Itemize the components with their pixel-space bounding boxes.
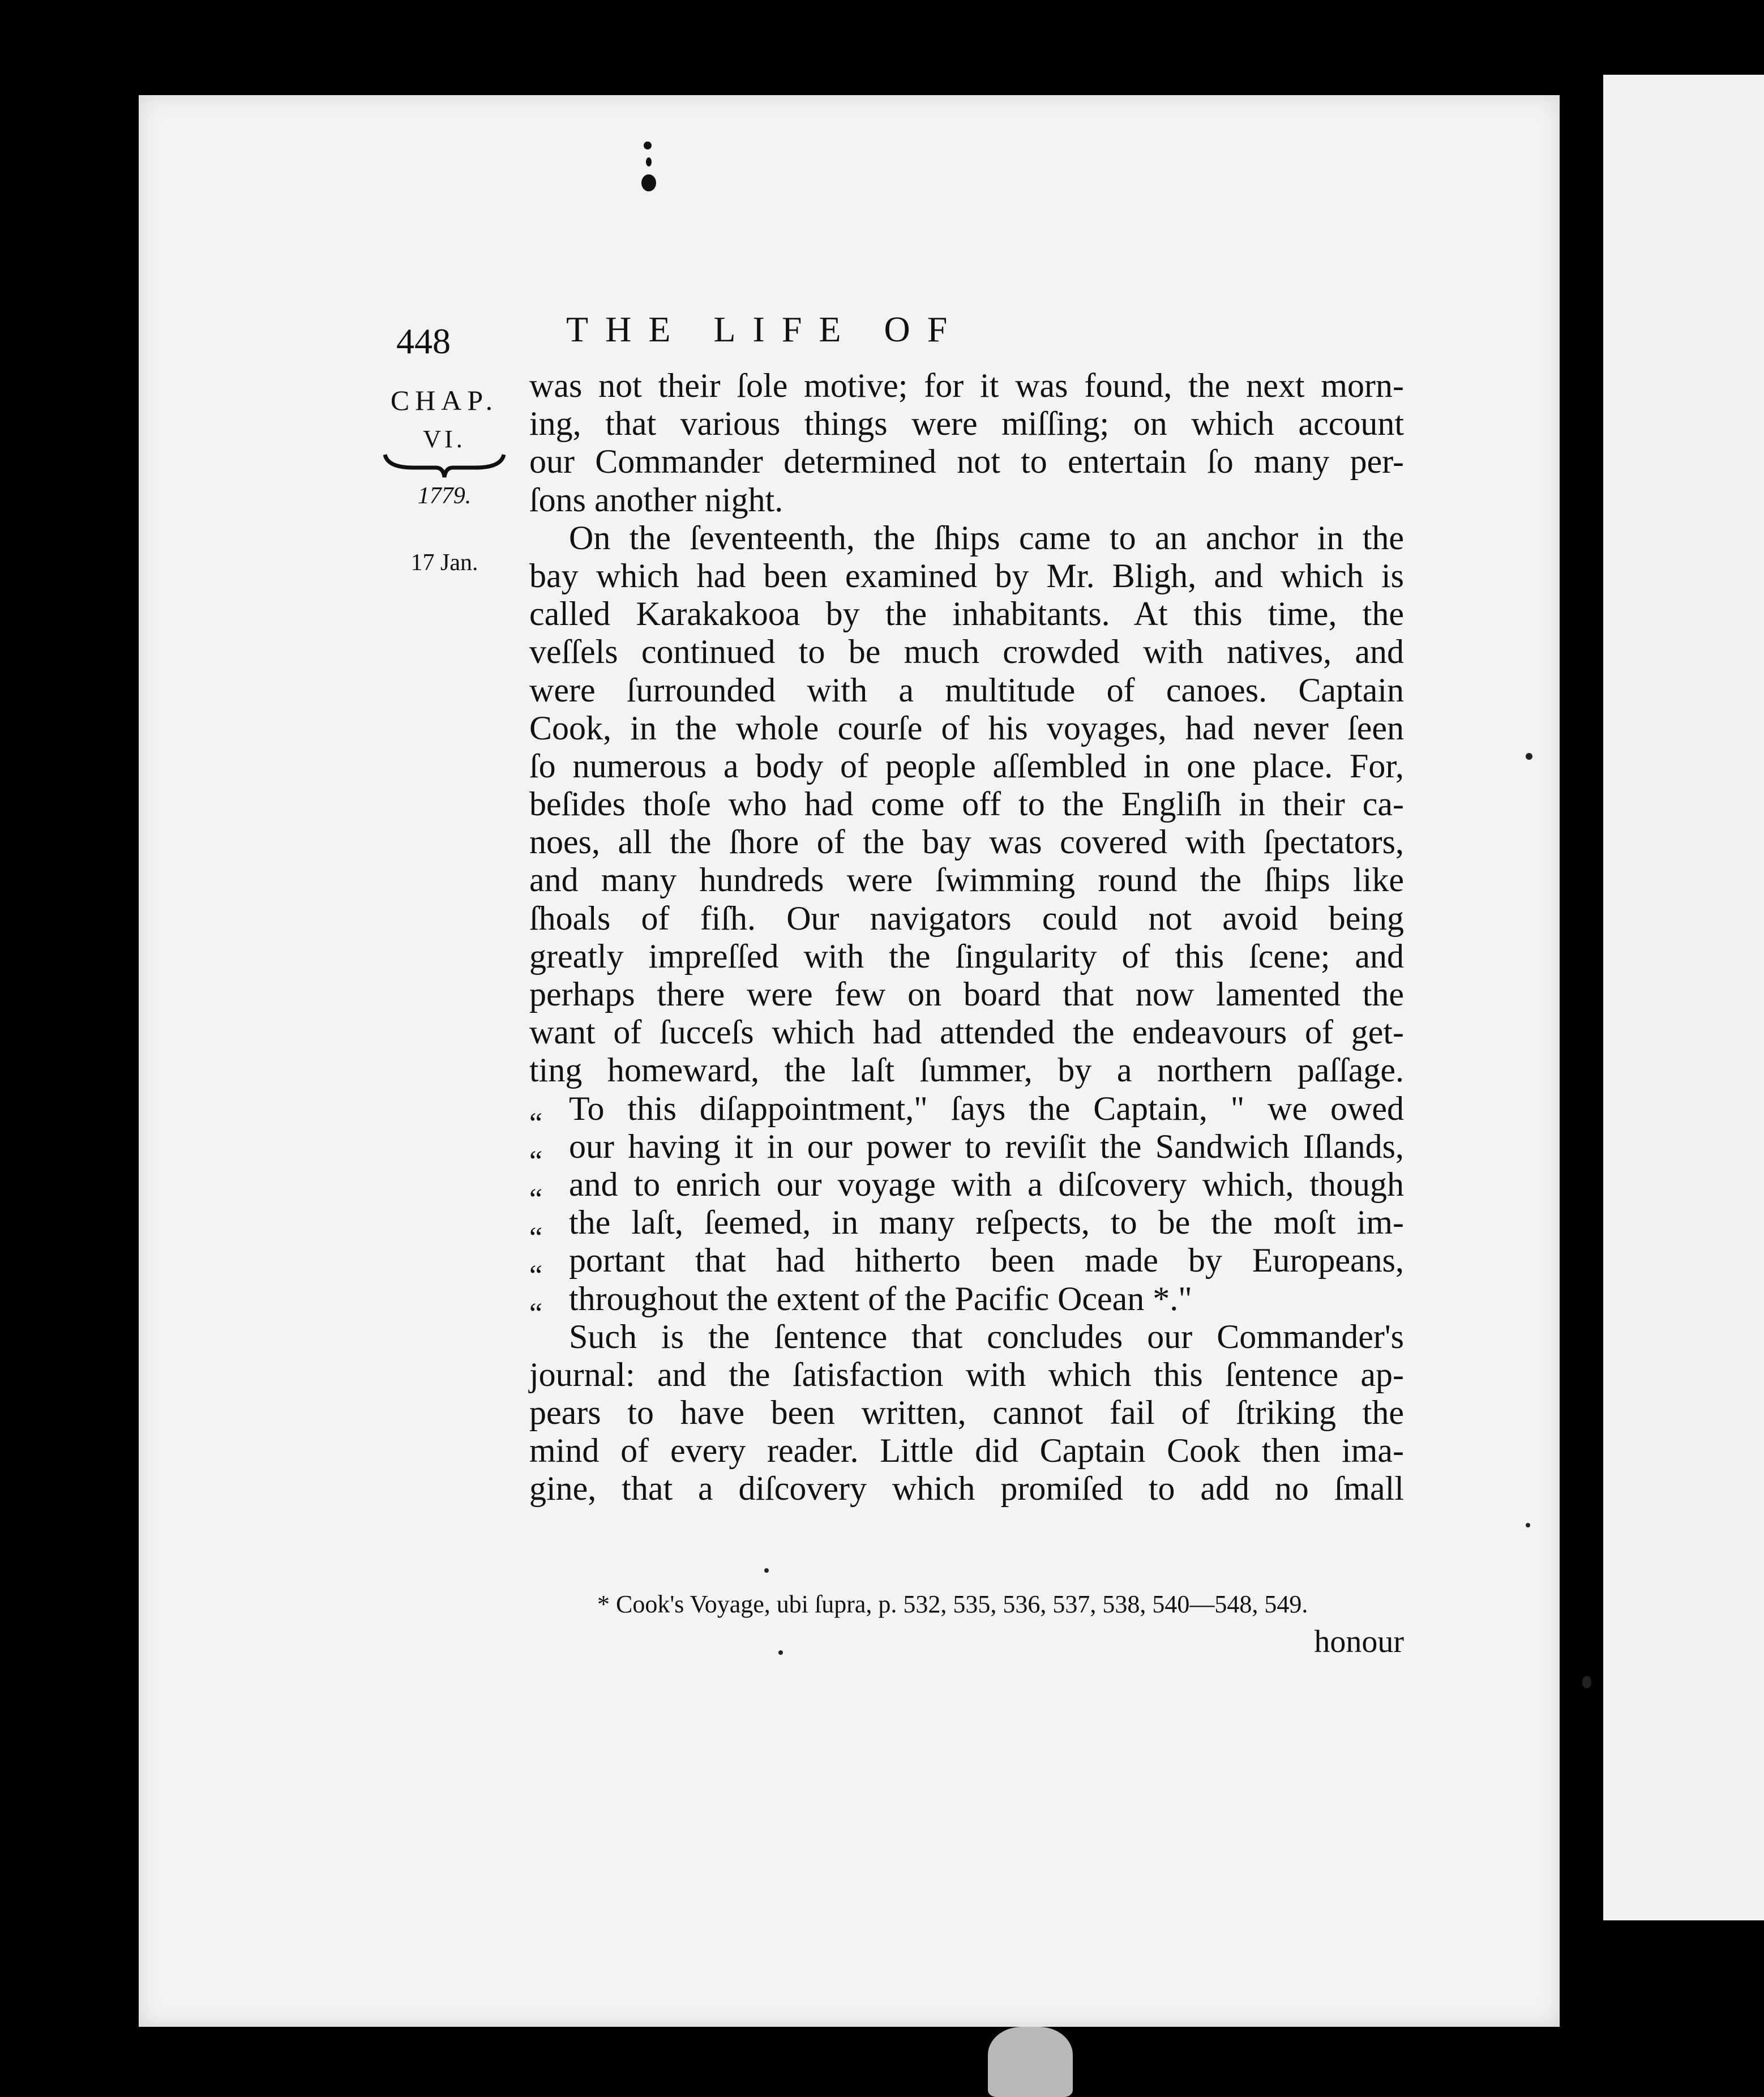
chapter-number: VI. bbox=[423, 425, 466, 453]
speck bbox=[1526, 1523, 1530, 1527]
quoted-line: the laſt, ſeemed, in many reſpects, to be the moſt im- bbox=[569, 1204, 1404, 1242]
scan-smudge bbox=[988, 2027, 1073, 2097]
quote-mark: “ bbox=[529, 1298, 543, 1330]
text-line: ting homeward, the laſt ſummer, by a northern paſſage. bbox=[529, 1051, 1404, 1089]
text-line: noes, all the ſhore of the bay was covered with ſpectators, bbox=[529, 823, 1404, 861]
running-head: THE LIFE OF bbox=[566, 309, 965, 349]
text-line: perhaps there were few on board that now lamented the bbox=[529, 975, 1404, 1013]
quote-mark: “ bbox=[529, 1145, 543, 1178]
text-line: Cook, in the whole courſe of his voyages, had never ſeen bbox=[529, 709, 1404, 747]
text-line: ing, that various things were miſſing; on which account bbox=[529, 405, 1404, 443]
text-line: ſo numerous a body of people aſſembled in one place. For, bbox=[529, 747, 1404, 785]
text-line: beſides thoſe who had come off to the Engliſh in their ca- bbox=[529, 785, 1404, 823]
quoted-line: portant that had hitherto been made by Europeans, bbox=[569, 1242, 1404, 1279]
text-line: and many hundreds were ſwimming round the ſhips like bbox=[529, 861, 1404, 899]
quoted-line: and to enrich our voyage with a diſcovery which, though bbox=[569, 1165, 1404, 1203]
footnote: * Cook's Voyage, ubi ſupra, p. 532, 535, 536, 537, 538, 540—548, 549. bbox=[597, 1590, 1308, 1618]
text-line: On the ſeventeenth, the ſhips came to an anchor in the bbox=[569, 519, 1404, 557]
text-line: ſhoals of fiſh. Our navigators could not avoid being bbox=[529, 899, 1404, 937]
quoted-line: To this diſappointment," ſays the Captain, " we owed bbox=[569, 1089, 1404, 1127]
text-line: Such is the ſentence that concludes our Commander's bbox=[569, 1317, 1404, 1355]
margin-brace bbox=[382, 452, 507, 480]
quote-mark: “ bbox=[529, 1183, 543, 1216]
text-line: gine, that a diſcovery which promiſed to add no ſmall bbox=[529, 1470, 1404, 1508]
adjacent-page-edge bbox=[1603, 75, 1764, 1920]
speck bbox=[778, 1650, 783, 1655]
quote-mark: “ bbox=[529, 1260, 543, 1292]
page-number: 448 bbox=[396, 321, 451, 361]
text-line: bay which had been examined by Mr. Bligh, and which is bbox=[529, 557, 1404, 594]
margin-date: 17 Jan. bbox=[410, 550, 478, 576]
text-line: ſons another night. bbox=[529, 481, 783, 519]
quoted-line: throughout the extent of the Pacific Ocean *." bbox=[569, 1279, 1192, 1317]
karakakooa-line: called Karakakooa by the inhabitants. At this time, the bbox=[529, 595, 1404, 633]
text-line: greatly impreſſed with the ſingularity of this ſcene; and bbox=[529, 937, 1404, 975]
text-line: mind of every reader. Little did Captain Cook then ima- bbox=[529, 1432, 1404, 1470]
speck bbox=[1526, 753, 1532, 760]
quoted-line: our having it in our power to reviſit the Sandwich Iſlands, bbox=[569, 1127, 1404, 1165]
text-line: want of ſucceſs which had attended the endeavours of get- bbox=[529, 1013, 1404, 1051]
text-line: our Commander determined not to entertain ſo many per- bbox=[529, 443, 1404, 481]
speck bbox=[764, 1568, 769, 1573]
quote-mark: “ bbox=[529, 1222, 543, 1254]
ink-blot bbox=[641, 142, 657, 194]
margin-year: 1779. bbox=[417, 483, 472, 509]
text-line: was not their ſole motive; for it was found, the next morn- bbox=[529, 367, 1404, 404]
text-line: pears to have been written, cannot fail of ſtriking the bbox=[529, 1394, 1404, 1432]
speck bbox=[1582, 1676, 1591, 1688]
text-line: veſſels continued to be much crowded with natives, and bbox=[529, 633, 1404, 671]
chapter-label: CHAP. bbox=[390, 384, 499, 416]
text-line bbox=[529, 595, 1404, 633]
quote-mark: “ bbox=[529, 1107, 543, 1140]
text-line: journal: and the ſatisfaction with which this ſentence ap- bbox=[529, 1355, 1404, 1393]
body-text bbox=[529, 367, 1404, 1508]
text-line: were ſurrounded with a multitude of canoes. Captain bbox=[529, 671, 1404, 709]
catchword: honour bbox=[1314, 1624, 1404, 1659]
